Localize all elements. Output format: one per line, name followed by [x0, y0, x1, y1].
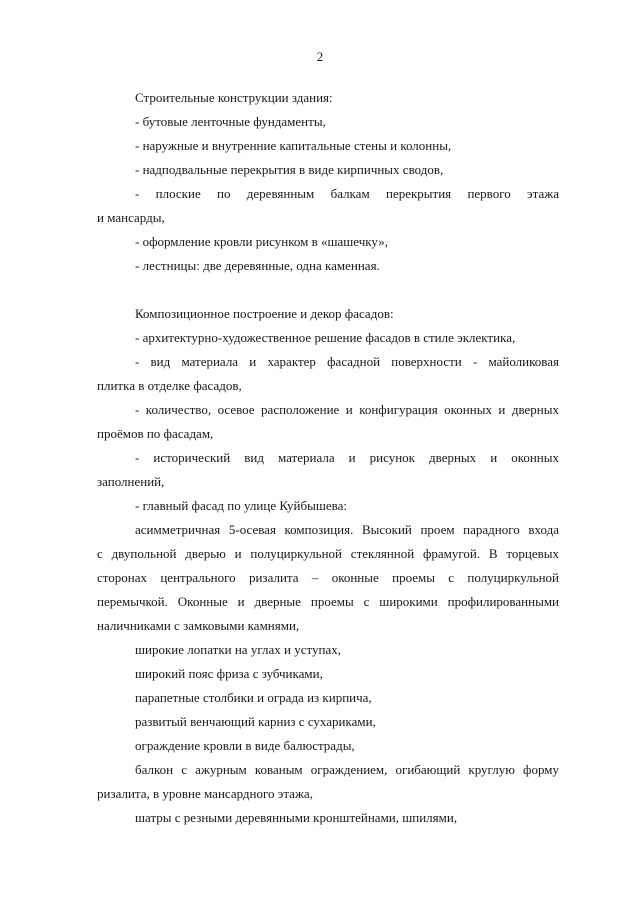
list-item: - исторический вид материала и рисунок дверных и оконных — [135, 450, 559, 465]
feature-item: широкие лопатки на углах и уступах, — [135, 642, 341, 657]
document-body — [97, 86, 559, 830]
list-item: - надподвальные перекрытия в виде кирпичных сводов, — [135, 162, 444, 177]
list-item-continuation: проёмов по фасадам, — [97, 426, 214, 441]
feature-item: ограждение кровли в виде балюстрады, — [135, 738, 355, 753]
list-item: - плоские по деревянным балкам перекрытия первого этажа — [135, 186, 559, 201]
list-item-continuation: заполнений, — [97, 474, 165, 489]
feature-item: широкий пояс фриза с зубчиками, — [135, 666, 323, 681]
list-item-continuation: плитка в отделке фасадов, — [97, 378, 242, 393]
list-item: - архитектурно-художественное решение фасадов в стиле эклектика, — [135, 330, 516, 345]
paragraph-line: перемычкой. Оконные и дверные проемы с широкими профилированными — [97, 594, 559, 609]
feature-item: развитый венчающий карниз с сухариками, — [135, 714, 376, 729]
list-item: - главный фасад по улице Куйбышева: — [135, 498, 347, 513]
list-item: - оформление кровли рисунком в «шашечку», — [135, 234, 388, 249]
paragraph-line: асимметричная 5-осевая композиция. Высокий проем парадного входа — [135, 522, 559, 537]
page-number: 2 — [316, 49, 324, 64]
list-item: - вид материала и характер фасадной поверхности - майоликовая — [135, 354, 559, 369]
paragraph-line: с двупольной дверью и полуциркульной стеклянной фрамугой. В торцевых — [97, 546, 559, 561]
list-item: - количество, осевое расположение и конфигурация оконных и дверных — [135, 402, 559, 417]
feature-item: балкон с ажурным кованым ограждением, огибающий круглую форму — [135, 762, 559, 777]
section-heading-facades: Композиционное построение и декор фасадов: — [135, 306, 394, 321]
paragraph-line: наличниками с замковыми камнями, — [97, 618, 300, 633]
list-item: - наружные и внутренние капитальные стены и колонны, — [135, 138, 452, 153]
feature-item: парапетные столбики и ограда из кирпича, — [135, 690, 372, 705]
paragraph-line: сторонах центрального ризалита – оконные проемы с полуциркульной — [97, 570, 559, 585]
section-heading-structures: Строительные конструкции здания: — [135, 90, 333, 105]
feature-item: шатры с резными деревянными кронштейнами, шпилями, — [135, 810, 458, 825]
list-item-continuation: и мансарды, — [97, 210, 165, 225]
feature-item-continuation: ризалита, в уровне мансардного этажа, — [97, 786, 313, 801]
list-item: - бутовые ленточные фундаменты, — [135, 114, 326, 129]
list-item: - лестницы: две деревянные, одна каменная. — [135, 258, 380, 273]
section-spacer — [97, 278, 559, 302]
